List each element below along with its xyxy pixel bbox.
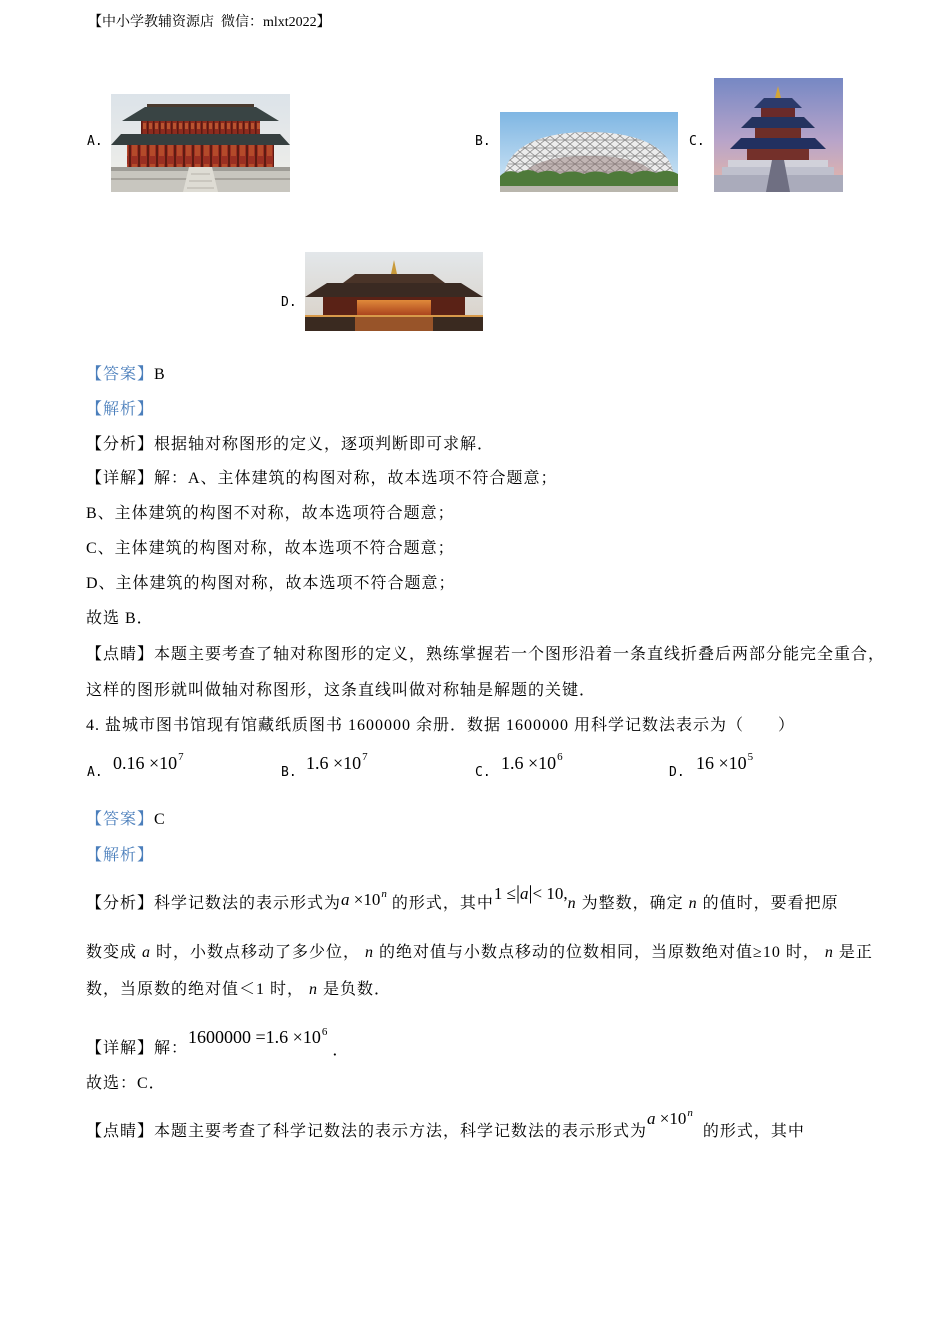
q3-comment-line-1: 【点睛】本题主要考查了轴对称图形的定义，熟练掌握若一个图形沿着一条直线折叠后两部分能完全重合，: [86, 646, 886, 663]
var-n: n: [688, 895, 698, 912]
q4-option-d-base: 16 ×10: [696, 753, 747, 773]
q3-option-c-label: C.: [689, 134, 705, 149]
q3-option-d-hall-image: [305, 252, 483, 331]
q4-option-c-formula: [501, 752, 563, 777]
q3-detail-line-1: 【详解】解：A、主体建筑的构图对称，故本选项不符合题意；: [86, 470, 558, 487]
q4-detail-end: ．: [327, 1042, 350, 1059]
q3-option-c-temple-image: [714, 78, 843, 192]
var-n: n: [309, 981, 319, 998]
q4-option-a-base: 0.16 ×10: [113, 753, 178, 773]
q4-option-b-formula: [306, 752, 368, 777]
formula-lhs: 1600000 =1.6 ×10: [188, 1027, 321, 1047]
abs-bar-right: |: [528, 882, 533, 904]
q4-analysis-text-1a: 【分析】科学记数法的表示形式为: [86, 895, 342, 912]
q4-analysis-text-1b: 的形式，其中: [386, 895, 494, 912]
q3-detail-line-3: C、主体建筑的构图对称，故本选项不符合题意；: [86, 540, 455, 557]
q4-detail-line: [86, 1026, 350, 1059]
q3-comment-line-2: 这样的图形就叫做轴对称图形，这条直线叫做对称轴是解题的关键．: [86, 682, 597, 699]
q4-comment-text-b: 的形式，其中: [692, 1123, 805, 1140]
exponent-n: n: [687, 1107, 693, 1119]
q4-option-a-label: A.: [87, 765, 103, 780]
q3-option-b-stadium-image: [500, 112, 678, 192]
condition-upper: < 10,: [532, 884, 568, 903]
q4-option-d-formula: [696, 752, 753, 777]
q4-option-c-label: C.: [475, 765, 491, 780]
q4-answer-value: C: [154, 811, 166, 828]
q4-analysis-text-2d: 是正: [833, 944, 873, 961]
q3-answer-tag: 【答案】: [86, 366, 155, 383]
formula-a-times-10-n: [647, 1109, 693, 1128]
formula-a-times-10-n: [341, 890, 387, 909]
q4-analysis-text-2c: 的绝对值与小数点移动的位数相同，当原数绝对值≥10 时，: [374, 944, 825, 961]
q4-analysis-text-2b: 时，小数点移动了多少位，: [151, 944, 366, 961]
q3-option-a-palace-image: [111, 94, 290, 192]
var-n: n: [365, 944, 375, 961]
q4-jiexi-tag: 【解析】: [86, 847, 155, 864]
q4-analysis-line-1: [86, 882, 839, 915]
q4-question-stem: 4. 盐城市图书馆现有馆藏纸质图书 1600000 余册．数据 1600000 用科学记数法表示为（ ）: [86, 717, 796, 734]
exponent-n: n: [381, 888, 387, 900]
q4-comment-text-a: 【点睛】本题主要考查了科学记数法的表示方法，科学记数法的表示形式为: [86, 1123, 648, 1140]
q3-option-a-label: A.: [87, 134, 103, 149]
q4-conclusion-line: 故选：C．: [86, 1075, 166, 1092]
q4-option-c-base: 1.6 ×10: [501, 753, 557, 773]
q3-option-b-label: B.: [475, 134, 491, 149]
q3-answer-line: [86, 365, 166, 385]
q3-jiexi-tag: 【解析】: [86, 401, 155, 418]
q4-answer-tag: 【答案】: [86, 811, 155, 828]
page-header-watermark: 【中小学教辅资源店 微信：mlxt2022】: [88, 15, 331, 30]
q4-option-c-exponent: 6: [557, 751, 563, 763]
q4-analysis-text-1d: 为整数，确定: [576, 895, 689, 912]
condition-lower: 1 ≤: [493, 884, 516, 903]
q3-detail-line-2: B、主体建筑的构图不对称，故本选项符合题意；: [86, 505, 455, 522]
q3-answer-value: B: [154, 366, 166, 383]
q4-answer-line: [86, 810, 166, 830]
formula-base: ×10: [349, 890, 381, 909]
q4-analysis-line-2: [86, 943, 873, 963]
var-a: a: [647, 1109, 656, 1128]
q3-conclusion-line: 故选 B．: [86, 610, 154, 627]
q4-analysis-line-3: [86, 980, 391, 1000]
q4-option-a-formula: [113, 752, 184, 777]
q4-option-b-base: 1.6 ×10: [306, 753, 362, 773]
q4-analysis-text-3a: 数，当原数的绝对值＜1 时，: [86, 981, 310, 998]
q4-option-b-exponent: 7: [362, 751, 368, 763]
var-a: a: [341, 890, 350, 909]
var-a: a: [519, 884, 529, 903]
formula-base: ×10: [655, 1109, 687, 1128]
q4-option-d-exponent: 5: [747, 751, 754, 763]
q3-detail-line-4: D、主体建筑的构图对称，故本选项不符合题意；: [86, 575, 456, 592]
var-a: a: [142, 944, 152, 961]
q4-detail-tag: 【详解】解：: [86, 1040, 189, 1057]
q4-analysis-text-1e: 的值时，要看把原: [697, 895, 839, 912]
q4-comment-line: [86, 1107, 805, 1143]
q3-option-d-label: D.: [281, 295, 297, 310]
q4-option-d-label: D.: [669, 765, 685, 780]
q3-analysis-line: 【分析】根据轴对称图形的定义，逐项判断即可求解．: [86, 436, 495, 453]
q4-analysis-text-2a: 数变成: [86, 944, 143, 961]
var-n: n: [824, 944, 834, 961]
abs-bar-left: |: [515, 882, 520, 904]
exponent-6: 6: [321, 1026, 328, 1038]
formula-1600000-equals: [188, 1027, 327, 1047]
var-n: n: [567, 895, 577, 912]
formula-range-condition: [494, 884, 568, 903]
q4-option-a-exponent: 7: [178, 751, 184, 763]
q4-analysis-text-3b: 是负数．: [318, 981, 392, 998]
q4-option-b-label: B.: [281, 765, 297, 780]
